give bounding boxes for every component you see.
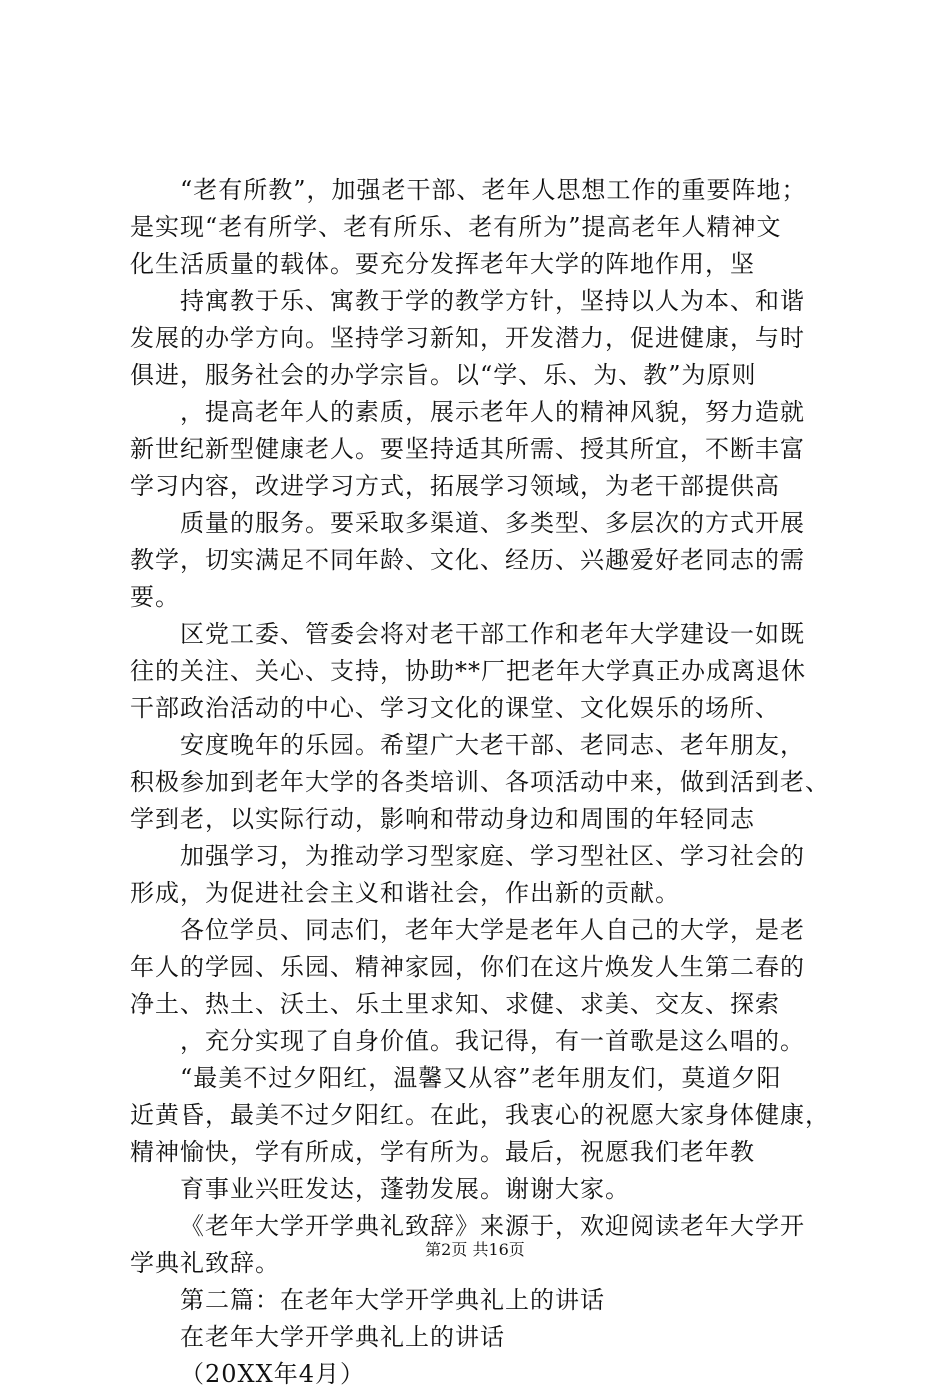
page-footer: 第2页 共16页 bbox=[425, 1240, 525, 1259]
text-line: 化生活质量的载体。要充分发挥老年大学的阵地作用，坚 bbox=[130, 250, 755, 278]
text-line: “老有所教”，加强老干部、老年人思想工作的重要阵地； bbox=[180, 176, 807, 204]
text-line: 形成，为促进社会主义和谐社会，作出新的贡献。 bbox=[130, 879, 680, 907]
text-line: 《老年大学开学典礼致辞》来源于，欢迎阅读老年大学开 bbox=[180, 1212, 805, 1240]
text-line: 俱进，服务社会的办学宗旨。以“学、乐、为、教”为原则 bbox=[130, 361, 757, 389]
text-line: 是实现“老有所学、老有所乐、老有所为”提高老年人精神文 bbox=[130, 213, 782, 241]
text-line: 学到老，以实际行动，影响和带动身边和周围的年轻同志 bbox=[130, 805, 755, 833]
text-line: ，充分实现了自身价值。我记得，有一首歌是这么唱的。 bbox=[180, 1027, 805, 1055]
text-line: 近黄昏，最美不过夕阳红。在此，我衷心的祝愿大家身体健康， bbox=[130, 1101, 830, 1129]
text-line: 持寓教于乐、寓教于学的教学方针，坚持以人为本、和谐 bbox=[180, 287, 805, 315]
text-line: （20XX年4月） bbox=[180, 1360, 365, 1388]
text-line: 第二篇：在老年大学开学典礼上的讲话 bbox=[180, 1286, 605, 1314]
text-line: 质量的服务。要采取多渠道、多类型、多层次的方式开展 bbox=[180, 509, 805, 537]
text-line: 学习内容，改进学习方式，拓展学习领域，为老干部提供高 bbox=[130, 472, 780, 500]
text-line: 学典礼致辞。 bbox=[130, 1249, 280, 1277]
text-line: 育事业兴旺发达，蓬勃发展。谢谢大家。 bbox=[180, 1175, 630, 1203]
text-line: 发展的办学方向。坚持学习新知，开发潜力，促进健康，与时 bbox=[130, 324, 805, 352]
document-body bbox=[130, 172, 850, 1393]
text-line: 往的关注、关心、支持，协助**厂把老年大学真正办成离退休 bbox=[130, 657, 806, 685]
text-line: 安度晚年的乐园。希望广大老干部、老同志、老年朋友， bbox=[180, 731, 805, 759]
text-line: 年人的学园、乐园、精神家园，你们在这片焕发人生第二春的 bbox=[130, 953, 805, 981]
text-line: 积极参加到老年大学的各类培训、各项活动中来，做到活到老、 bbox=[130, 768, 830, 796]
text-line: 区党工委、管委会将对老干部工作和老年大学建设一如既 bbox=[180, 620, 805, 648]
text-line: 教学，切实满足不同年龄、文化、经历、兴趣爱好老同志的需 bbox=[130, 546, 805, 574]
text-line: 干部政治活动的中心、学习文化的课堂、文化娱乐的场所、 bbox=[130, 694, 780, 722]
text-line: 在老年大学开学典礼上的讲话 bbox=[180, 1323, 505, 1351]
text-line: 精神愉快，学有所成，学有所为。最后，祝愿我们老年教 bbox=[130, 1138, 755, 1166]
text-line: 加强学习，为推动学习型家庭、学习型社区、学习社会的 bbox=[180, 842, 805, 870]
text-line: 各位学员、同志们，老年大学是老年人自己的大学，是老 bbox=[180, 916, 805, 944]
text-line: 新世纪新型健康老人。要坚持适其所需、授其所宜，不断丰富 bbox=[130, 435, 805, 463]
text-line: 净土、热土、沃土、乐土里求知、求健、求美、交友、探索 bbox=[130, 990, 780, 1018]
text-line: 要。 bbox=[130, 583, 180, 611]
text-line: “最美不过夕阳红，温馨又从容”老年朋友们，莫道夕阳 bbox=[180, 1064, 782, 1092]
text-line: ，提高老年人的素质，展示老年人的精神风貌，努力造就 bbox=[180, 398, 805, 426]
